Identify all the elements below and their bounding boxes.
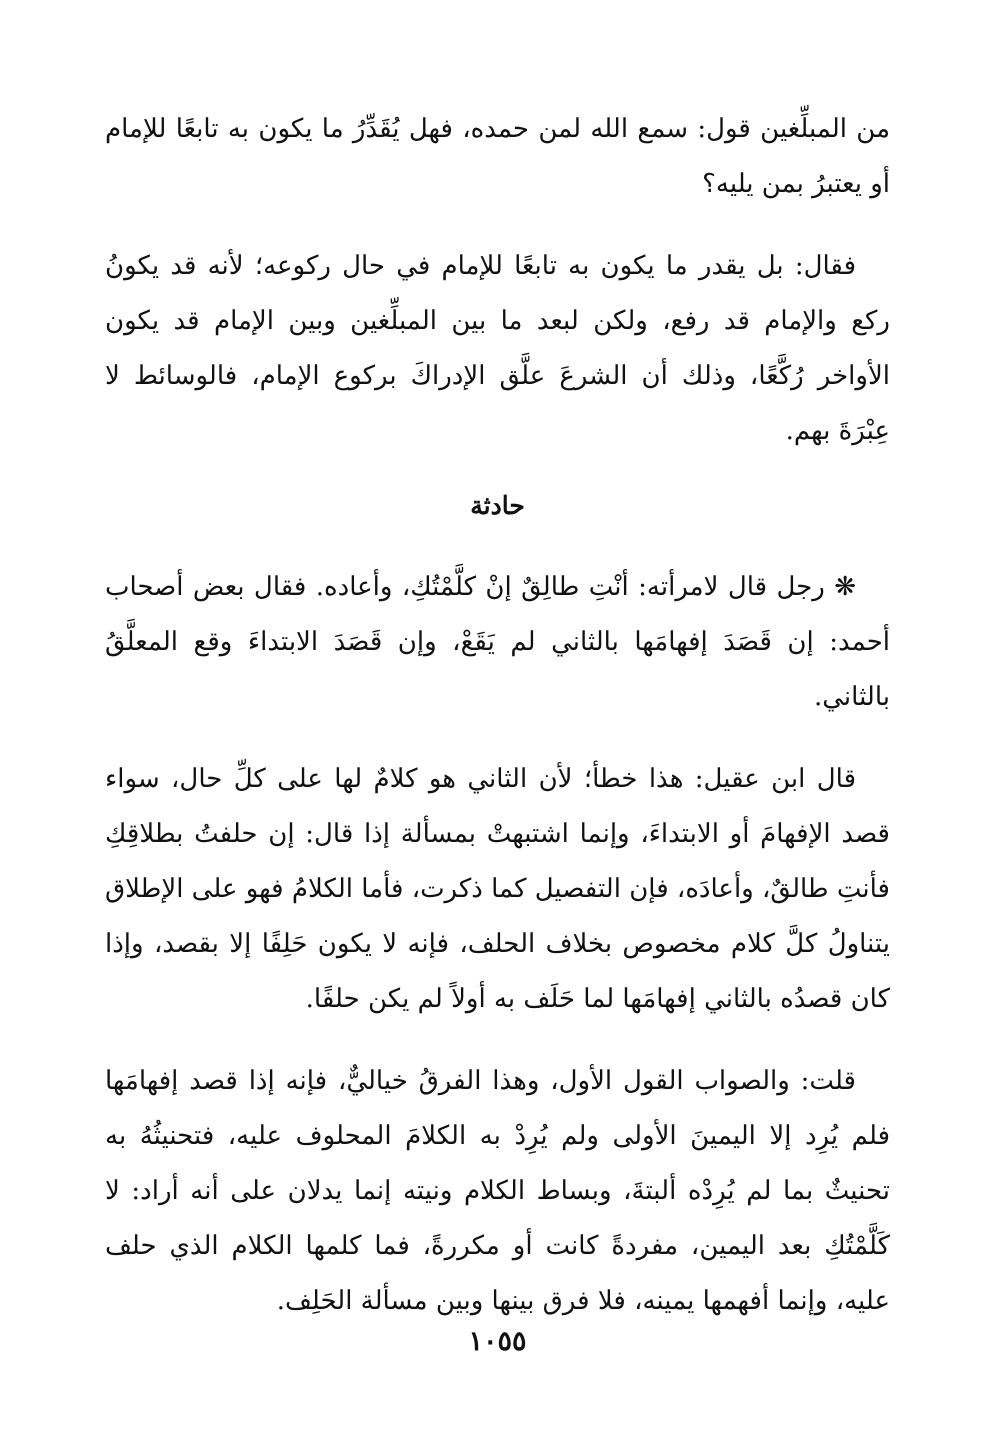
- section-heading: حادثة: [470, 491, 525, 520]
- paragraph-case: ❋ رجل قال لامرأته: أنْتِ طالِقٌ إنْ كلَّمْتُكِ، وأعاده. فقال بعض أصحاب أحمد: إن قَصَدَ إفهامَها بالثاني لم يَقَعْ، وإن قَصَدَ الابتداءَ وقع المعلَّقُ بالثاني.: [105, 572, 890, 712]
- page-number: ١٠٥٥: [468, 1326, 527, 1357]
- paragraph-continuation: من المبلِّغين قول: سمع الله لمن حمده، فهل يُقَدِّرُ ما يكون به تابعًا للإمام أو يعتبرُ بمن يليه؟: [105, 114, 890, 199]
- paragraph-ibn-aqil: قال ابن عقيل: هذا خطأ؛ لأن الثاني هو كلامٌ لها على كلِّ حال، سواء قصد الإفهامَ أو الابتداءَ، وإنما اشتبهتْ بمسألة إذا قال: إن حلفتُ بطلاقِكِ فأنتِ طالقٌ، وأعادَه، فإن التفصيل كما ذكرت، فأما الكلامُ فهو على الإطلاق يتناولُ كلَّ كلام مخصوص بخلاف الحلف، فإنه لا يكون حَلِفًا إلا بقصد، وإذا كان قصدُه بالثاني إفهامَها لما حَلَف به أولاً لم يكن حلفًا.: [104, 764, 890, 1014]
- paragraph-author-opinion: قلت: والصواب القول الأول، وهذا الفرقُ خياليٌّ، فإنه إذا قصد إفهامَها فلم يُرِد إلا اليمينَ الأولى ولم يُرِدْ به الكلامَ المحلوف عليه، فتحنيثُهُ به تحنيثٌ بما لم يُرِدْه ألبتةَ، وبساط الكلام ونيته إنما يدلان على أنه أراد: لا كَلَّمْتُكِ بعد اليمين، مفردةً كانت أو مكررةً، فما كلمها الكلام الذي حلف عليه، وإنما أفهمها يمينه، فلا فرق بينها وبين مسألة الحَلِف.: [105, 1066, 890, 1316]
- paragraph-answer: فقال: بل يقدر ما يكون به تابعًا للإمام في حال ركوعه؛ لأنه قد يكونُ ركع والإمام قد رفع، ولكن لبعد ما بين المبلِّغين وبين الإمام قد يكون الأواخر رُكَّعًا، وذلك أن الشرعَ علَّق الإدراكَ بركوع الإمام، فالوسائط لا عِبْرَةَ بهم.: [105, 251, 890, 446]
